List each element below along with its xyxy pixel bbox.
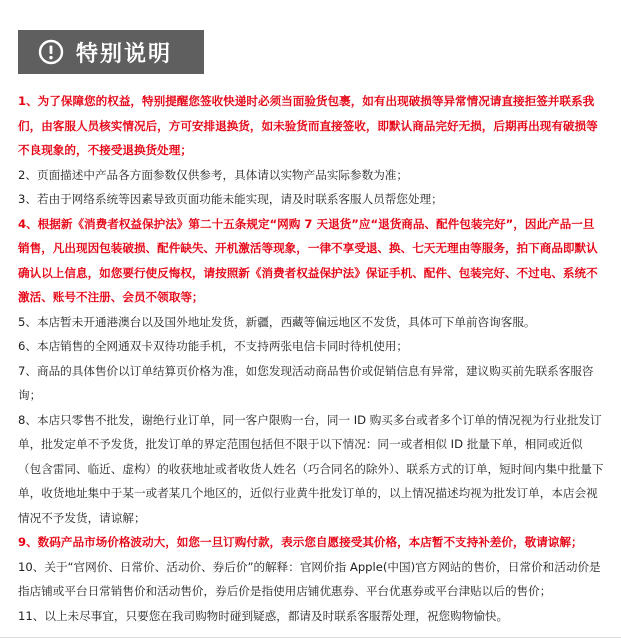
note-item: 3、若由于网络系统等因素导致页面功能未能实现，请及时联系客服人员帮您处理； — [18, 192, 443, 206]
note-item: 6、本店销售的全网通双卡双待功能手机，不支持两张电信卡同时待机使用； — [18, 339, 408, 353]
note-item: 5、本店暂未开通港澳台以及国外地址发货，新疆，西藏等偏远地区不发货，具体可下单前咨询客服。 — [18, 314, 536, 329]
note-item: 9、数码产品市场价格波动大，如您一旦订购付款，表示您自愿接受其价格，本店暂不支持补差价，敬请谅解； — [18, 535, 583, 549]
note-item: 1、为了保障您的权益，特别提醒您签收快递时必须当面验货包裹，如有出现破损等异常情况请直接拒签并联系我们，由客服人员核实情况后，方可安排退换货，如未验货而直接签收，即默认商品完好无损，后期再出现有破损等不良现象的，不接受退换货处理； — [18, 94, 598, 157]
notes-list — [18, 89, 604, 628]
note-item: 11、以上未尽事宜，只要您在我司购物时碰到疑惑，都请及时联系客服帮处理，祝您购物愉快。 — [18, 608, 509, 623]
exclamation-circle-icon — [38, 39, 64, 65]
special-notice-header — [18, 30, 204, 74]
note-item: 8、本店只零售不批发，谢绝行业订单，同一客户限购一台，同一 ID 购买多台或者多个订单的情况视为行业批发订单，批发定单不予发货，批发订单的界定范围包括但不限于以下情况：同一或者相似 ID 批量下单，相同或近似（包含雷同、临近、虚构）的收获地址或者收货人姓名（巧合同名的除外）、联系方式的订单，短时间内集中批量下单，收货地址集中于某一或者某几个地区的，近似行业黄牛批发订单的，以上情况描述均视为批发订单，本店会视情况不予发货，请谅解； — [18, 412, 604, 525]
note-item: 2、页面描述中产品各方面参数仅供参考，具体请以实物产品实际参数为准； — [18, 167, 408, 182]
header-title: 特别说明 — [76, 41, 173, 67]
bottom-divider — [0, 637, 621, 638]
note-item: 4、根据新《消费者权益保护法》第二十五条规定“网购 7 天退货”应“退货商品、配件包装完好”，因此产品一旦销售，凡出现因包装破损、配件缺失、开机激活等现象，一律不享受退、换、七天无理由等服务，拍下商品即默认确认以上信息，如您要行使反悔权，请按照新《消费者权益保护法》保证手机、配件、包装完好、不过电、系统不激活、账号不注册、会员不领取等； — [18, 216, 598, 304]
note-item: 7、商品的具体售价以订单结算页价格为准，如您发现活动商品售价或促销信息有异常，建议购买前先联系客服咨询； — [18, 363, 594, 402]
note-item: 10、关于“官网价、日常价、活动价、券后价”的解释：官网价指 Apple(中国)官方网站的售价，日常价和活动价是指店铺或平台日常销售价和活动售价，券后价是指使用店铺优惠券、平台优惠券或平台津贴以后的售价； — [18, 559, 601, 598]
